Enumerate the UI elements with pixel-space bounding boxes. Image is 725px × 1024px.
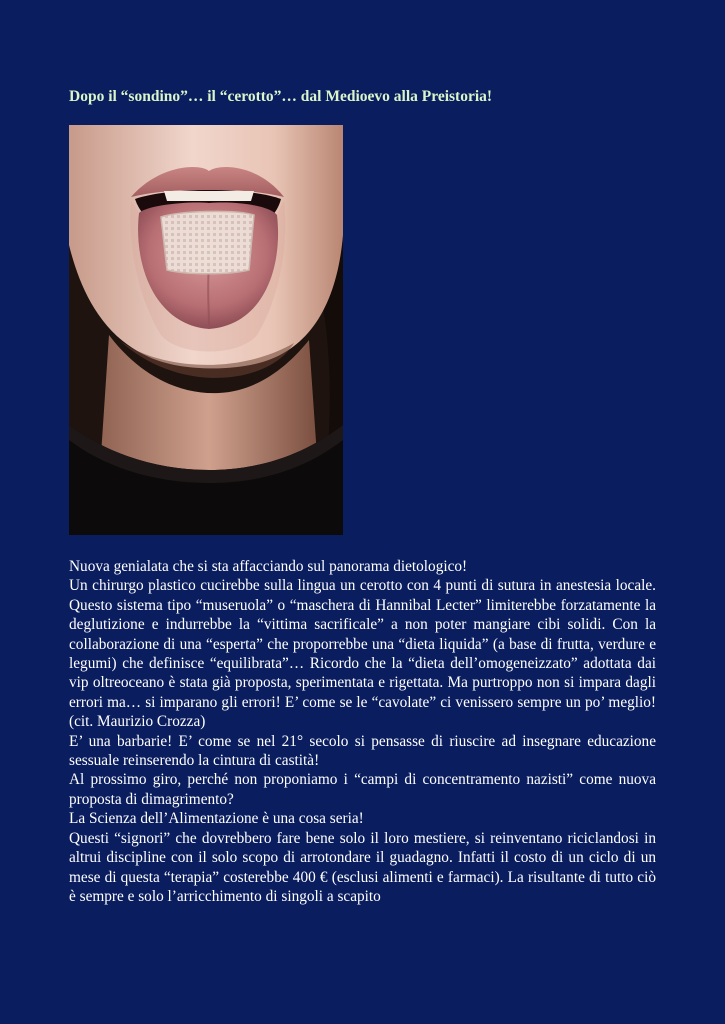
- tongue-photo-illustration: [69, 125, 343, 535]
- paragraph-1: Nuova genialata che si sta affacciando sul panorama dietologico!: [69, 558, 468, 575]
- paragraph-2: Un chirurgo plastico cucirebbe sulla lingua un cerotto con 4 punti di sutura in anestesia locale. Questo sistema tipo “museruola” o “maschera di Hannibal Lecter” limiterebbe forzatamente la deglutizione e indurrebbe la “vittima sacrificale” a non poter mangiare cibi solidi. Con la collaborazione di una “esperta” che proporrebbe una “dieta liquida” (a base di frutta, verdure e legumi) che definisce “equilibrata”… Ricordo che la “dieta dell’omogeneizzato” adottata dai vip oltreoceano è stata già proposta, sperimentata e rigettata. Ma purtroppo non si impara dagli errori ma… si imparano gli errori! E’ come se le “cavolate” ci venissero sempre un po’ meglio! (cit. Maurizio Crozza): [69, 577, 656, 731]
- paragraph-4: Al prossimo giro, perché non proponiamo i “campi di concentramento nazisti” come nuova proposta di dimagrimento?: [69, 771, 656, 808]
- paragraph-3: E’ una barbarie! E’ come se nel 21° secolo si pensasse di riuscire ad insegnare educazione sessuale reinserendo la cintura di castità!: [69, 732, 656, 770]
- paragraph-5: La Scienza dell’Alimentazione è una cosa seria!: [69, 810, 364, 828]
- paragraph-6: Questi “signori” che dovrebbero fare bene solo il loro mestiere, si reinventano riciclandosi in altrui discipline con il solo scopo di arrotondare il guadagno. Infatti il costo di un ciclo di un mese di questa “terapia” costerebbe 400 € (esclusi alimenti e farmaci). La risultante di tutto ciò è sempre e solo l’arricchimento di singoli a scapito: [69, 829, 656, 905]
- article-body: [69, 557, 656, 906]
- article-title: Dopo il “sondino”… il “cerotto”… dal Medioevo alla Preistoria!: [69, 88, 493, 105]
- article-photo: [69, 125, 343, 535]
